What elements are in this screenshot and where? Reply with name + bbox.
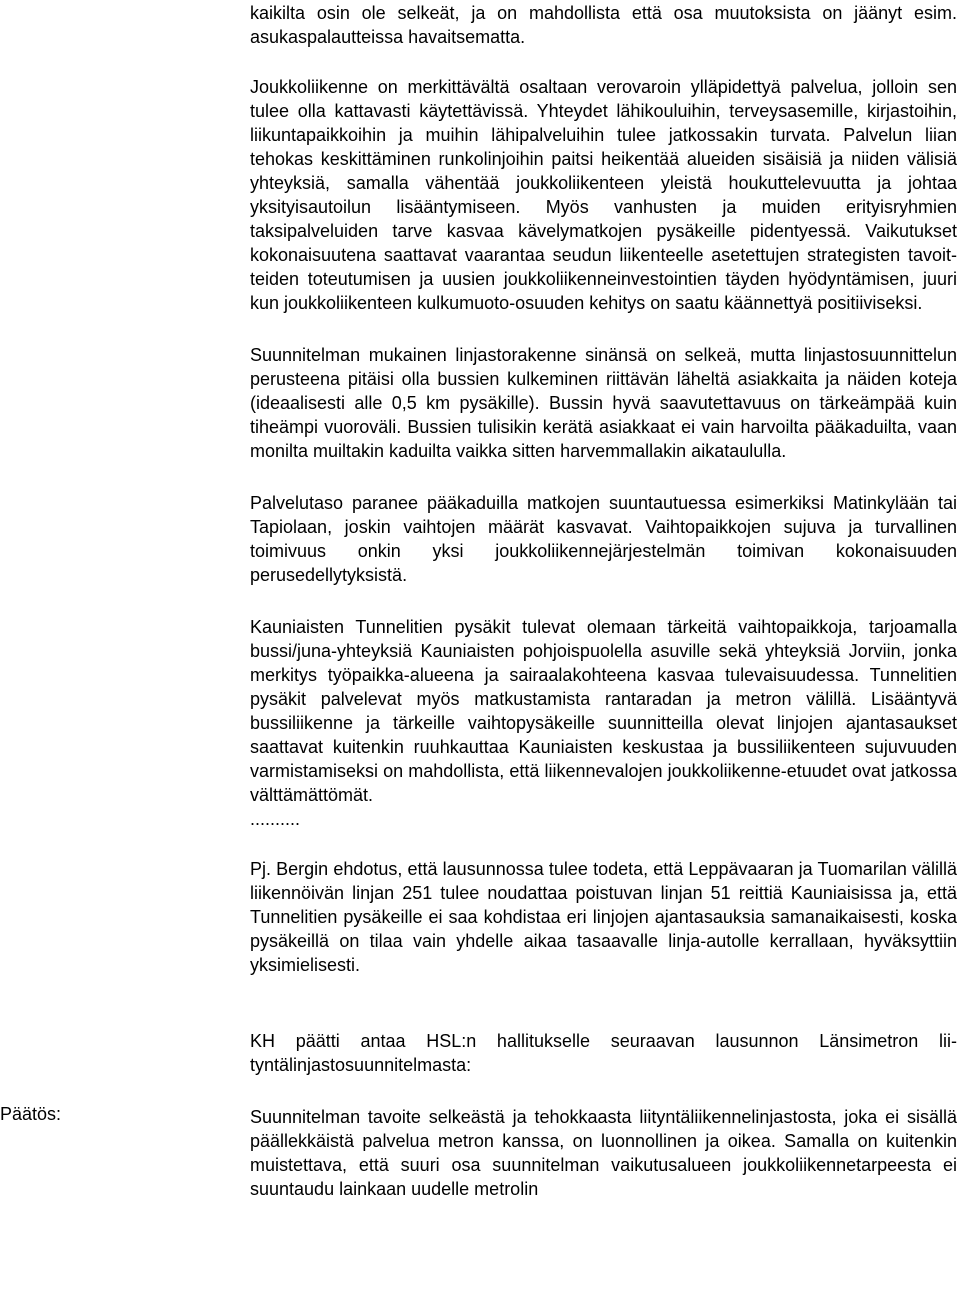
paragraph-decision: KH päätti antaa HSL:n hallitukselle seuraavan lausunnon Länsimetron liityntälinjastosuunnitelmasta:: [250, 1031, 957, 1075]
paragraph-public-transport: Joukkoliikenne on merkittävältä osaltaan verovaroin ylläpidettyä palvelua, jolloin sen tulee olla kattavasti käytettävissä. Yhteydet lähikouluihin, terveysasemille, kirjastoihin, liikuntapaikkoihin ja muihin lähipalveluihin tulee jatkossakin turvata. Palvelun liian tehokas keskittäminen runkolinjoihin paitsi heikentää alueiden sisäisiä ja niiden välisiä yhteyksiä, samalla vähentää joukkoliikenteen yleistä houkuttelevuutta ja johtaa yksityisautoilun lisääntymiseen. Myös vanhusten ja muiden erityisryhmien taksipalveluiden tarve kasvaa kävelymatkojen pysäkeille pidentyessä. Vaikutukset kokonaisuutena saattavat vaarantaa seudun liikenteelle asetettujen strategisten tavoitteiden toteutumisen ja uusien joukkoliikenneinvestointien täyden hyödyntämisen, juuri kun joukkoliikenteen kulkumuoto-osuuden kehitys on saatu käännettyä positiiviseksi.: [250, 77, 957, 313]
body-column: [250, 1, 957, 1201]
decision-margin-label: Päätös:: [0, 1104, 62, 1124]
paragraph-spacer: [250, 831, 957, 857]
ellipsis-line: ..........: [250, 809, 301, 829]
paragraph-continuation: kaikilta osin ole selkeät, ja on mahdollista että osa muutoksista on jäänyt esim. asukaspalautteissa havaitsematta.: [250, 3, 957, 47]
paragraph-statement: Suunnitelman tavoite selkeästä ja tehokkaasta liityntäliikennelinjastosta, joka ei sisällä päällekkäistä palvelua metron kanssa, on luonnollinen ja oikea. Samalla on kuitenkin muistettava, että suuri osa suunnitelman vaikutusalueen joukkoliikennetarpeesta ei suuntaudu lainkaan uudelle metrolin: [250, 1107, 957, 1199]
paragraph-spacer: [250, 587, 957, 615]
paragraph-spacer: [250, 49, 957, 75]
paragraph-chair-proposal: Pj. Bergin ehdotus, että lausunnossa tulee todeta, että Leppävaaran ja Tuomarilan välillä liikennöivän linjan 251 tulee noudattaa poistuvan linjan 51 reittiä Kauniaisissa ja, että Tunnelitien pysäkeille ei saa kohdistaa eri linjojen ajantasauksia samanaikaisesti, koska pysäkeillä on tilaa vain yhdelle aikaa tasaavalle linja-autolle kerrallaan, hyväksyttiin yksimielisesti.: [250, 859, 957, 975]
paragraph-spacer: [250, 1005, 957, 1029]
paragraph-route-structure: Suunnitelman mukainen linjastorakenne sinänsä on selkeä, mutta linjastosuunnittelun perusteena pitäisi olla bussien kulkeminen riittävän läheltä asiakkaita ja näiden koteja (ideaalisesti alle 0,5 km pysäkille). Bussin hyvä saavutettavuus on tärkeämpää kuin tiheämpi vuoroväli. Bussien tulisikin kerätä asiakkaat ei vain harvoilta pääkaduilta, vaan monilta muiltakin kaduilta vaikka sitten harvemmallakin aikataululla.: [250, 345, 957, 461]
paragraph-service-level: Palvelutaso paranee pääkaduilla matkojen suuntautuessa esimerkiksi Matinkylään tai Tapiolaan, joskin vaihtojen määrät kasvavat. Vaihtopaikkojen sujuva ja turvallinen toimivuus onkin yksi joukkoliikennejärjestelmän toimivan kokonaisuuden perusedellytyksistä.: [250, 493, 957, 585]
paragraph-spacer: [250, 1077, 957, 1105]
paragraph-spacer: [250, 315, 957, 343]
paragraph-kauniainen-stops: Kauniaisten Tunnelitien pysäkit tulevat olemaan tärkeitä vaihtopaikkoja, tarjoamalla bussi/juna-yhteyksiä Kauniaisten pohjoispuolella asuville sekä yhteyksiä Jorviin, jonka merkitys työpaikka-alueena ja sairaalakohteena kasvaa tulevaisuudessa. Tunnelitien pysäkit palvelevat myös matkustamista rantaradan ja metron välillä. Lisääntyvä bussiliikenne ja tärkeille vaihtopysäkeille suunnitteilla olevat linjojen ajantasaukset saattavat kuitenkin ruuhkauttaa Kauniaisten keskustaa ja bussiliikenteen sujuvuuden varmistamiseksi on mahdollista, että liikennevalojen joukkoliikenne-etuudet ovat jatkossa välttämättömät.: [250, 617, 957, 805]
paragraph-spacer: [250, 977, 957, 1005]
paragraph-spacer: [250, 463, 957, 491]
